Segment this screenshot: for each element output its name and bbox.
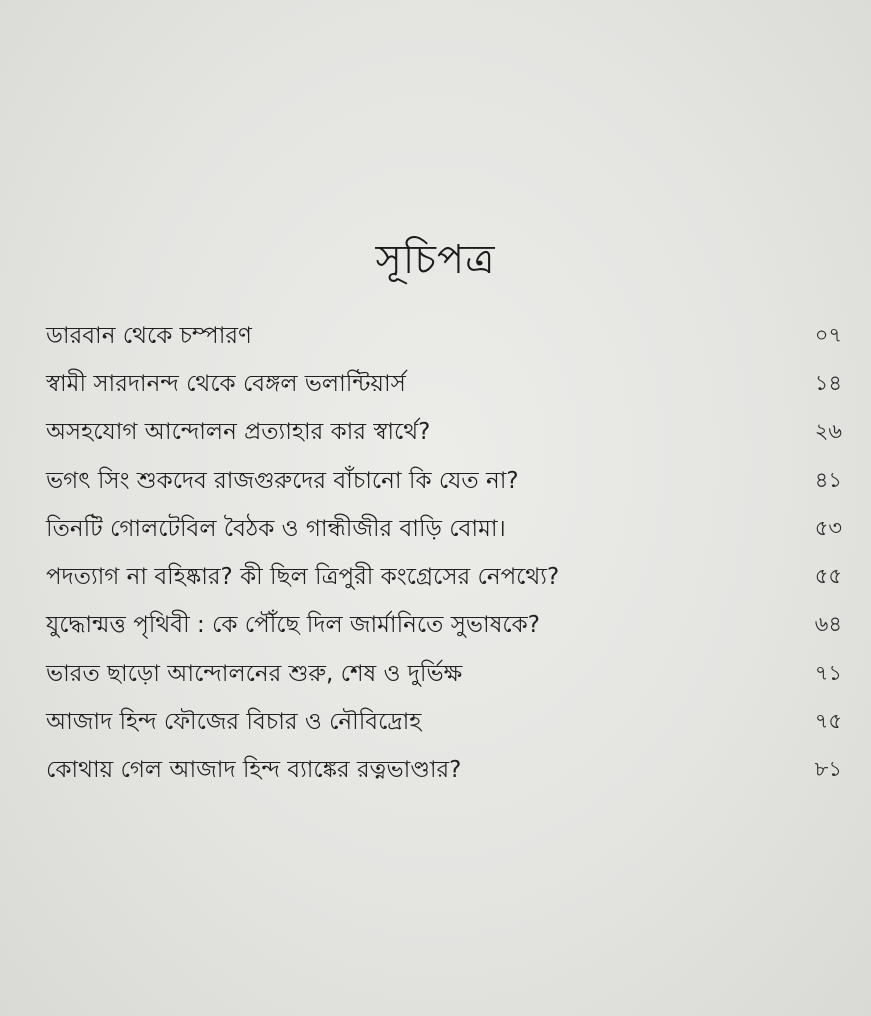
- toc-entry-page-number: ০৭: [814, 322, 842, 347]
- toc-entry-title: অসহযোগ আন্দোলন প্রত্যাহার কার স্বার্থে?: [46, 419, 431, 446]
- toc-entry-page-number: ১৪: [814, 370, 842, 395]
- toc-entry-title: ডারবান থেকে চম্পারণ: [46, 322, 252, 349]
- toc-entry: [46, 698, 842, 746]
- toc-entry-title: স্বামী সারদানন্দ থেকে বেঙ্গল ভলান্টিয়ার্স: [46, 370, 406, 397]
- toc-entry-page-number: ৫৩: [814, 515, 842, 540]
- toc-entry: [46, 650, 842, 698]
- toc-entry: [46, 312, 842, 360]
- toc-entry: [46, 602, 842, 650]
- toc-entry-title: তিনটি গোলটেবিল বৈঠক ও গান্ধীজীর বাড়ি বোমা।: [46, 515, 506, 542]
- toc-entry-page-number: ২৬: [814, 419, 842, 444]
- toc-entry-page-number: ৭৫: [814, 709, 842, 734]
- toc-entry-page-number: ৪১: [814, 467, 842, 492]
- toc-entry-title: যুদ্ধোন্মত্ত পৃথিবী : কে পৌঁছে দিল জার্মানিতে সুভাষকে?: [46, 612, 540, 639]
- toc-entry-title: ভগৎ সিং শুকদেব রাজগুরুদের বাঁচানো কি যেত না?: [46, 467, 519, 494]
- page-title: সূচিপত্র: [375, 237, 496, 283]
- toc-entry: [46, 553, 842, 601]
- toc-entry-title: কোথায় গেল আজাদ হিন্দ ব্যাঙ্কের রত্নভাণ্ডার?: [46, 757, 462, 784]
- toc-entry: [46, 747, 842, 795]
- toc-entry-page-number: ৫৫: [814, 564, 842, 589]
- toc-entry-title: ভারত ছাড়ো আন্দোলনের শুরু, শেষ ও দুর্ভিক্ষ: [46, 660, 463, 687]
- toc-entry: [46, 409, 842, 457]
- table-of-contents: [46, 312, 842, 795]
- toc-entry-title: পদত্যাগ না বহিষ্কার? কী ছিল ত্রিপুরী কংগ্রেসের নেপথ্যে?: [46, 564, 560, 591]
- toc-entry-title: আজাদ হিন্দ ফৌজের বিচার ও নৌবিদ্রোহ: [46, 709, 422, 736]
- toc-entry-page-number: ৮১: [814, 757, 842, 782]
- toc-entry-page-number: ৭১: [814, 660, 842, 685]
- toc-entry: [46, 505, 842, 553]
- toc-entry: [46, 360, 842, 408]
- toc-entry: [46, 457, 842, 505]
- toc-entry-page-number: ৬৪: [814, 612, 842, 637]
